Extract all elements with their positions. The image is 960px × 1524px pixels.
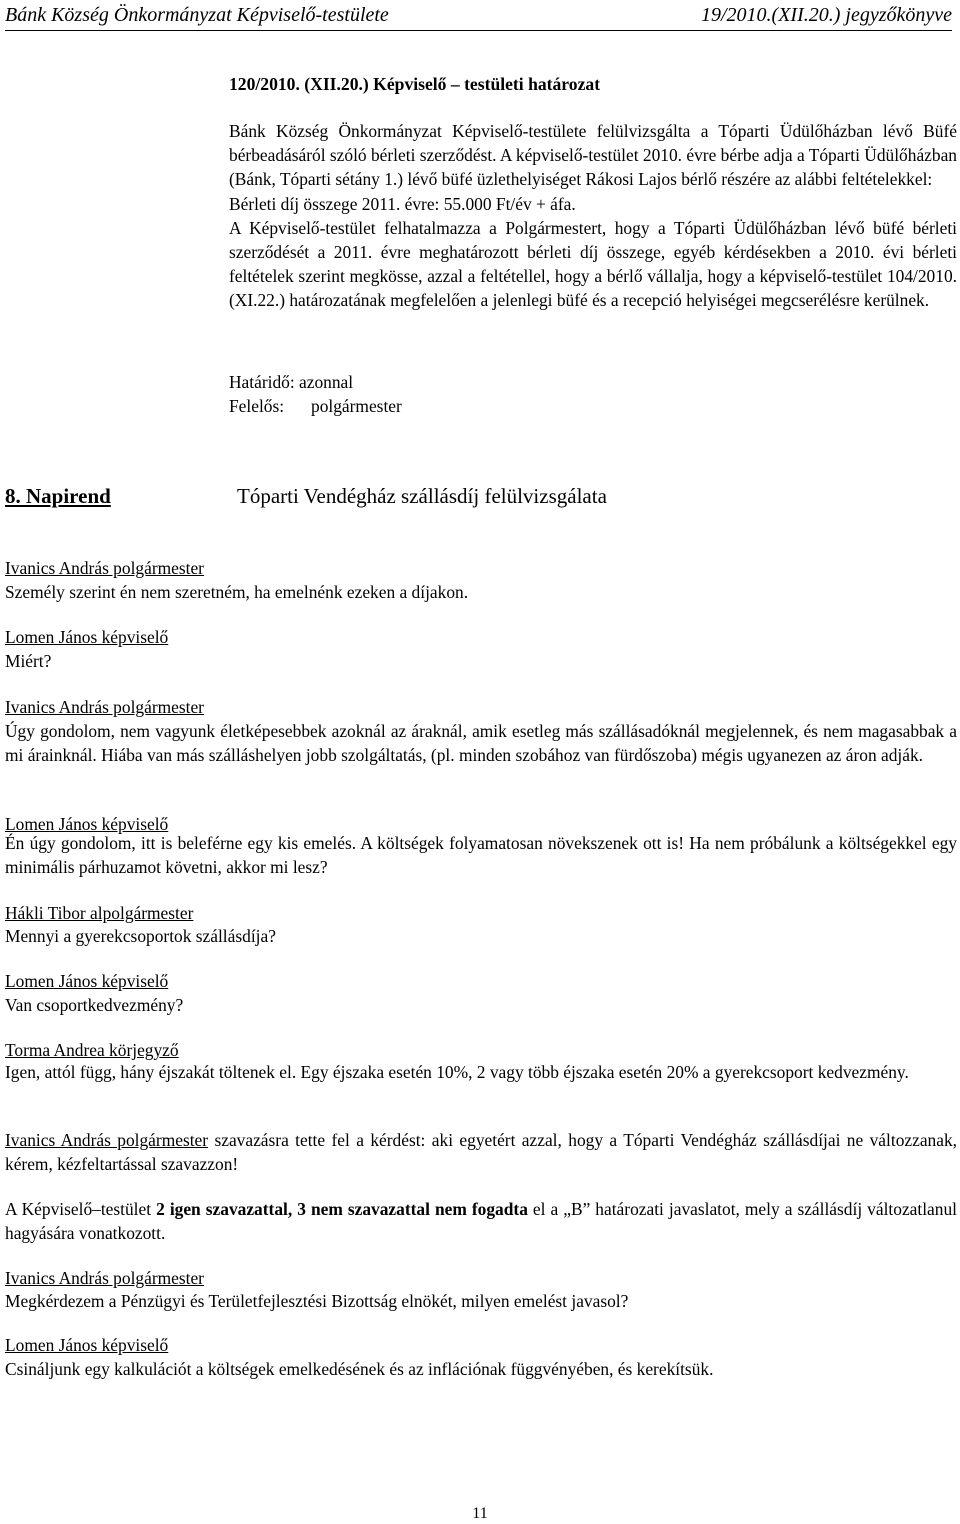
speaker-name: Lomen János képviselő	[5, 814, 169, 834]
speech-text: Van csoportkedvezmény?	[5, 995, 184, 1015]
agenda-number: 8. Napirend	[5, 484, 111, 508]
header-right: 19/2010.(XII.20.) jegyzőkönyve	[700, 4, 952, 26]
resolution-fee: Bérleti díj összege 2011. évre: 55.000 Ft/év + áfa.	[229, 193, 576, 214]
speech-text: Csináljunk egy kalkulációt a költségek emelkedésének és az inflációnak függvényében, és kerekítsük.	[5, 1359, 714, 1379]
vote-result-bold: 2 igen szavazattal, 3 nem szavazattal nem fogadta	[156, 1199, 528, 1219]
speaker-name: Torma Andrea körjegyző	[5, 1040, 179, 1060]
speaker-name: Lomen János képviselő	[5, 971, 169, 991]
resolution-authorization: A Képviselő-testület felhatalmazza a Polgármestert, hogy a Tóparti Üdülőházban lévő büfé bérleti szerződését a 2011. évre meghatározott bérleti díj összege, egyéb kérdésekben a 2010. évi bérleti feltételek szerint megkösse, azzal a feltétellel, hogy a bérlő vállalja, hogy a képviselő-testület 104/2010. (XI.22.) határozatának megfelelően a jelenlegi büfé és a recepció helyiségei megcserélésre kerülnek.	[229, 217, 957, 311]
speaker-name: Ivanics András polgármester	[5, 1268, 204, 1288]
vote-call-text: szavazásra tette fel a kérdést: aki egyetért azzal, hogy a Tóparti Vendégház szállásdíjai ne változzanak, kérem, kézfeltartással szavazzon!	[5, 1130, 958, 1175]
speaker-name: Lomen János képviselő	[5, 1335, 169, 1355]
speaker-name: Ivanics András polgármester	[5, 1130, 209, 1150]
vote-result-part1: A Képviselő–testület	[5, 1199, 157, 1219]
speaker-name: Ivanics András polgármester	[5, 697, 204, 717]
agenda-heading	[5, 484, 607, 509]
speech-text: Én úgy gondolom, itt is beleférne egy kis emelés. A költségek folyamatosan növekszenek ott is! Ha nem próbálunk a költségekkel egy minimális párhuzamot követni, akkor mi lesz?	[5, 833, 957, 878]
speech-text: Igen, attól függ, hány éjszakát töltenek el. Egy éjszaka esetén 10%, 2 vagy több éjszaka esetén 20% a gyerekcsoport kedvezmény.	[5, 1062, 909, 1082]
vote-call	[5, 1128, 957, 1176]
responsible-label: Felelős:	[229, 396, 285, 416]
responsible-value: polgármester	[311, 396, 402, 416]
speech-text: Miért?	[5, 651, 52, 671]
vote-result-part2: el a „B” határozati javaslatot, mely a szállásdíj változatlanul hagyására vonatkozott.	[5, 1199, 957, 1244]
page-header	[5, 0, 952, 31]
resolution-block	[229, 119, 957, 313]
resolution-responsible	[229, 394, 402, 418]
resolution-body: Bánk Község Önkormányzat Képviselő-testülete felülvizsgálta a Tóparti Üdülőházban lévő Büfé bérbeadásáról szóló bérleti szerződést. A képviselő-testület 2010. évre bérbe adja a Tóparti Üdülőházban (Bánk, Tóparti sétány 1.) lévő büfé üzlethelyiséget Rákosi Lajos bérlő részére az alábbi feltételekkel:	[229, 121, 957, 190]
header-left: Bánk Község Önkormányzat Képviselő-testülete	[5, 4, 389, 26]
page-number: 11	[472, 1505, 488, 1522]
agenda-title: Tóparti Vendégház szállásdíj felülvizsgálata	[237, 484, 607, 508]
speaker-name: Hákli Tibor alpolgármester	[5, 903, 194, 923]
speech-text: Megkérdezem a Pénzügyi és Területfejlesztési Bizottság elnökét, milyen emelést javasol?	[5, 1291, 629, 1311]
speech-text: Személy szerint én nem szeretném, ha emelnénk ezeken a díjakon.	[5, 582, 469, 602]
resolution-title: 120/2010. (XII.20.) Képviselő – testületi határozat	[229, 74, 601, 94]
speech-text: Mennyi a gyerekcsoportok szállásdíja?	[5, 926, 276, 946]
vote-result	[5, 1197, 957, 1245]
speaker-name: Ivanics András polgármester	[5, 558, 204, 578]
speaker-name: Lomen János képviselő	[5, 627, 169, 647]
speech-text: Úgy gondolom, nem vagyunk életképesebbek azoknál az áraknál, amik esetleg más szállásadóknál megjelennek, és nem magasabbak a mi árainknál. Hiába van más szálláshelyen jobb szolgáltatás, (pl. minden szobához van fürdőszoba) mégis ugyanezen az áron adják.	[5, 721, 957, 766]
resolution-deadline: Határidő: azonnal	[229, 372, 354, 392]
